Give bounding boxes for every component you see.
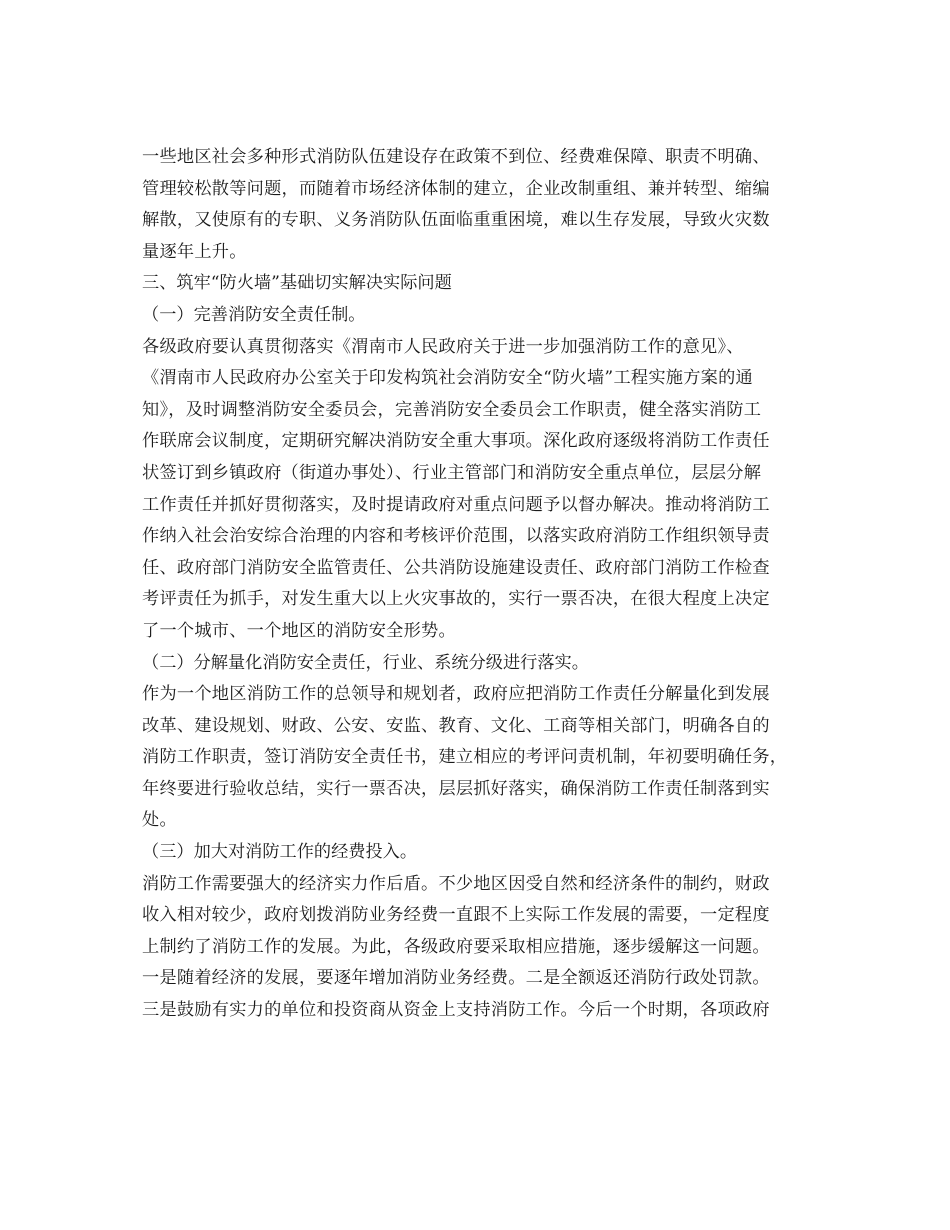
paragraph-line: 各级政府要认真贯彻落实《渭南市人民政府关于进一步加强消防工作的意见》、 [142, 336, 744, 357]
paragraph-line: 量逐年上升。 [142, 241, 247, 262]
paragraph-line: 一些地区社会多种形式消防队伍建设存在政策不到位、经费难保障、职责不明确、 [142, 147, 770, 167]
subsection-heading: （一）完善消防安全责任制。 [142, 304, 366, 325]
paragraph-line: 一是随着经济的发展，要逐年增加消防业务经费。二是全额返还消防行政处罚款。 [142, 968, 770, 989]
paragraph-line: 《渭南市人民政府办公室关于印发构筑社会消防安全“防火墙”工程实施方案的通 [142, 368, 753, 389]
subsection-heading: （二）分解量化消防安全责任，行业、系统分级进行落实。 [142, 652, 589, 673]
paragraph-line: 消防工作职责，签订消防安全责任书，建立相应的考评问责机制，年初要明确任务， [142, 747, 788, 768]
paragraph-line: 任、政府部门消防安全监管责任、公共消防设施建设责任、政府部门消防工作检查 [142, 557, 770, 578]
subsection-heading: （三）加大对消防工作的经费投入。 [142, 842, 418, 863]
paragraph-line: 工作责任并抓好贯彻落实，及时提请政府对重点问题予以督办解决。推动将消防工 [142, 494, 770, 515]
paragraph-line: 了一个城市、一个地区的消防安全形势。 [142, 620, 456, 641]
paragraph-line: 三是鼓励有实力的单位和投资商从资金上支持消防工作。今后一个时期，各项政府 [142, 1000, 770, 1021]
paragraph-line: 考评责任为抓手，对发生重大以上火灾事故的，实行一票否决，在很大程度上决定 [142, 589, 770, 610]
paragraph-line: 改革、建设规划、财政、公安、安监、教育、文化、工商等相关部门，明确各自的 [142, 715, 770, 736]
paragraph-line: 处。 [142, 810, 177, 831]
paragraph-line: 上制约了消防工作的发展。为此，各级政府要采取相应措施，逐步缓解这一问题。 [142, 936, 770, 957]
paragraph-line: 管理较松散等问题，而随着市场经济体制的建立，企业改制重组、兼并转型、缩编 [142, 178, 770, 199]
section-heading: 三、筑牢“防火墙”基础切实解决实际问题 [142, 273, 452, 294]
paragraph-line: 作为一个地区消防工作的总领导和规划者，政府应把消防工作责任分解量化到发展 [142, 684, 770, 705]
paragraph-line: 作联席会议制度，定期研究解决消防安全重大事项。深化政府逐级将消防工作责任 [142, 431, 770, 452]
paragraph-line: 解散，又使原有的专职、义务消防队伍面临重重困境，难以生存发展，导致火灾数 [142, 210, 770, 231]
paragraph-line: 作纳入社会治安综合治理的内容和考核评价范围，以落实政府消防工作组织领导责 [142, 526, 770, 547]
paragraph-line: 消防工作需要强大的经济实力作后盾。不少地区因受自然和经济条件的制约，财政 [142, 873, 770, 894]
paragraph-line: 收入相对较少，政府划拨消防业务经费一直跟不上实际工作发展的需要，一定程度 [142, 905, 770, 926]
paragraph-line: 年终要进行验收总结，实行一票否决，层层抓好落实，确保消防工作责任制落到实 [142, 778, 770, 799]
document-page [142, 142, 822, 1027]
paragraph-line: 知》，及时调整消防安全委员会，完善消防安全委员会工作职责，健全落实消防工 [142, 399, 762, 420]
paragraph-line: 状签订到乡镇政府（街道办事处）、行业主管部门和消防安全重点单位，层层分解 [142, 462, 762, 483]
